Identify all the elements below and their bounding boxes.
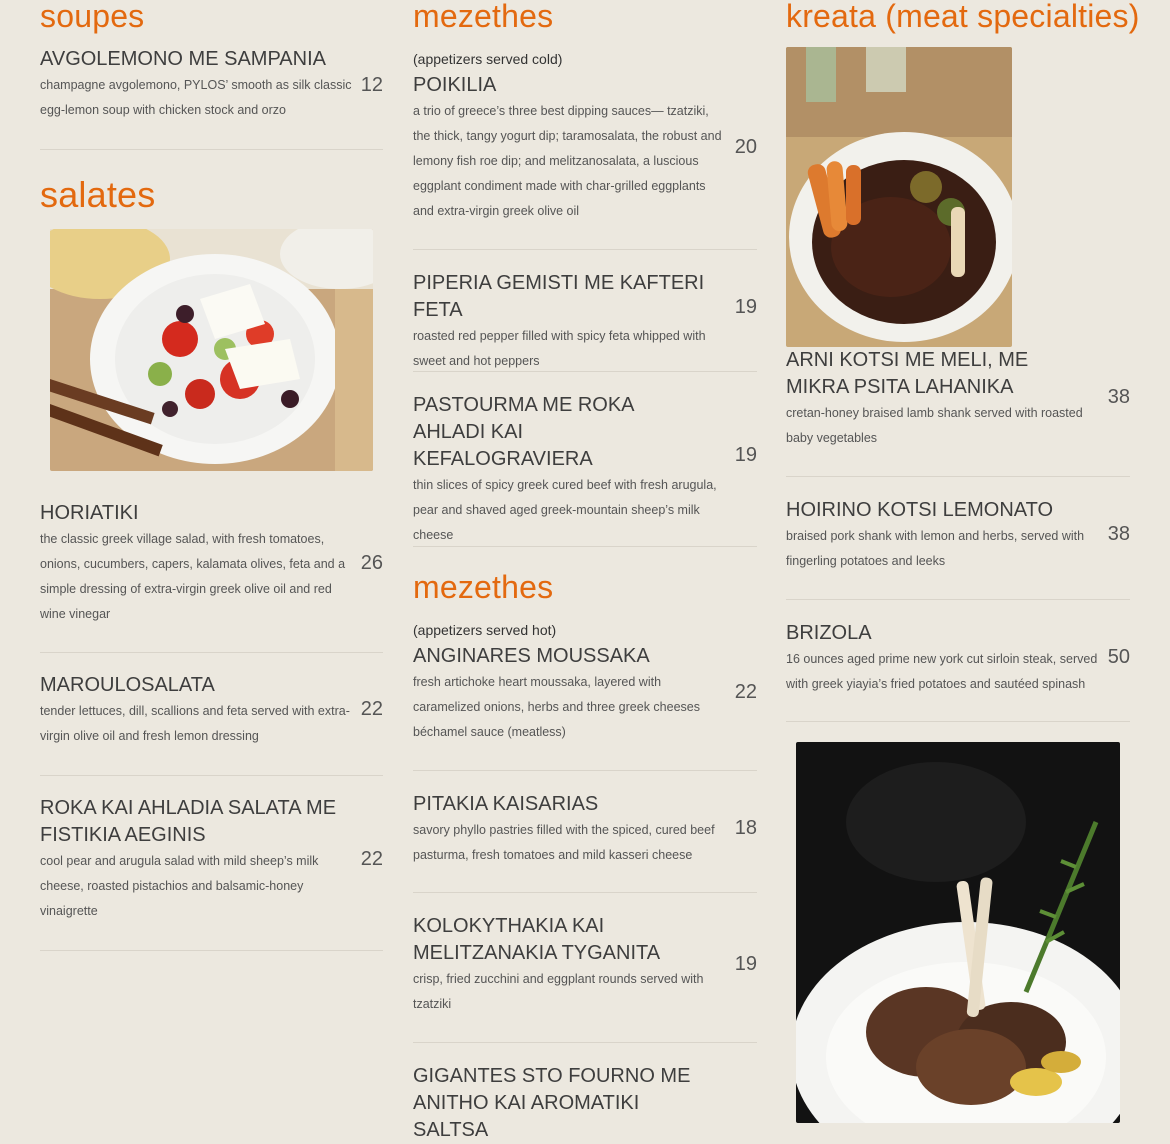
- item-price: 19: [734, 953, 757, 975]
- item-name: HOIRINO KOTSI LEMONATO: [786, 499, 1054, 521]
- menu-item: [413, 1063, 757, 1143]
- item-price: 19: [734, 296, 757, 318]
- item-description: fresh artichoke heart moussaka, layered with caramelized onions, herbs and three greek cheeses béchamel sauce (meatless): [413, 675, 700, 739]
- item-price: 12: [360, 74, 383, 96]
- section-title-soupes: soupes: [40, 0, 145, 34]
- menu-item: [786, 497, 1130, 600]
- item-description: 16 ounces aged prime new york cut sirloin steak, served with greek yiayia’s fried potatoes and sautéed spinash: [786, 652, 1098, 691]
- item-price: 22: [734, 681, 757, 703]
- menu-item: [413, 72, 757, 250]
- item-name: GIGANTES STO FOURNO ME ANITHO KAI AROMATIKI SALTSA: [413, 1065, 691, 1141]
- section-title-mezethes-hot: mezethes: [413, 569, 554, 605]
- section-title-kreata: kreata (meat specialties): [786, 0, 1140, 34]
- item-description: crisp, fried zucchini and eggplant rounds served with tzatziki: [413, 972, 704, 1011]
- item-description: champagne avgolemono, PYLOS’ smooth as silk classic egg-lemon soup with chicken stock and orzo: [40, 78, 352, 117]
- item-name: ANGINARES MOUSSAKA: [413, 645, 650, 667]
- section-note: (appetizers served cold): [413, 51, 563, 67]
- lamb-chops-photo: [796, 742, 1120, 1123]
- item-name: AVGOLEMONO ME SAMPANIA: [40, 48, 326, 70]
- item-name: ROKA KAI AHLADIA SALATA ME FISTIKIA AEGINIS: [40, 797, 337, 846]
- item-description: roasted red pepper filled with spicy feta whipped with sweet and hot peppers: [413, 329, 706, 368]
- lamb-shank-photo: [786, 47, 1012, 347]
- item-name: KOLOKYTHAKIA KAI MELITZANAKIA TYGANITA: [413, 915, 661, 964]
- item-name: PIPERIA GEMISTI ME KAFTERI FETA: [413, 272, 705, 321]
- greek-salad-photo: [50, 229, 373, 471]
- menu-item: [40, 672, 383, 776]
- item-name: MAROULOSALATA: [40, 674, 215, 696]
- menu-item: [413, 791, 757, 893]
- menu-item: [786, 620, 1130, 722]
- item-name: BRIZOLA: [786, 622, 872, 644]
- item-name: ARNI KOTSI ME MELI, ME MIKRA PSITA LAHANIKA: [786, 349, 1029, 398]
- menu-item: [413, 913, 757, 1043]
- menu-item: [40, 795, 383, 951]
- item-price: 50: [1107, 646, 1130, 668]
- item-price: 38: [1107, 523, 1130, 545]
- item-price: 38: [1107, 386, 1130, 408]
- menu-item: [413, 270, 757, 372]
- item-price: 22: [360, 848, 383, 870]
- menu-item: [413, 392, 757, 547]
- item-price: 20: [734, 136, 757, 158]
- item-description: cool pear and arugula salad with mild sheep’s milk cheese, roasted pistachios and balsamic-honey vinaigrette: [40, 854, 319, 918]
- item-description: tender lettuces, dill, scallions and feta served with extra-virgin olive oil and fresh lemon dressing: [40, 704, 350, 743]
- item-description: savory phyllo pastries filled with the spiced, cured beef pasturma, fresh tomatoes and mild kasseri cheese: [413, 823, 715, 862]
- item-price: 22: [360, 698, 383, 720]
- menu-item: [40, 500, 383, 653]
- item-price: 19: [734, 444, 757, 466]
- item-name: PASTOURMA ME ROKA AHLADI KAI KEFALOGRAVIERA: [413, 394, 634, 470]
- item-price: 18: [734, 817, 757, 839]
- section-title-mezethes-cold: mezethes: [413, 0, 554, 34]
- item-name: PITAKIA KAISARIAS: [413, 793, 599, 815]
- menu-item: [40, 46, 383, 150]
- item-description: cretan-honey braised lamb shank served with roasted baby vegetables: [786, 406, 1083, 445]
- item-name: HORIATIKI: [40, 502, 139, 524]
- item-description: a trio of greece’s three best dipping sauces— tzatziki, the thick, tangy yogurt dip; taramosalata, the robust and lemony fish roe dip; and melitzanosalata, a luscious eggplant condiment made with char-grilled eggplants and extra-virgin greek olive oil: [413, 104, 722, 218]
- section-note: (appetizers served hot): [413, 622, 557, 638]
- section-title-salates: salates: [40, 174, 156, 215]
- menu-item: [413, 643, 757, 771]
- item-price: 26: [360, 552, 383, 574]
- item-description: thin slices of spicy greek cured beef with fresh arugula, pear and shaved aged greek-mountain sheep’s milk cheese: [413, 478, 717, 542]
- item-name: POIKILIA: [413, 74, 497, 96]
- menu-item: [786, 347, 1130, 477]
- item-description: braised pork shank with lemon and herbs, served with fingerling potatoes and leeks: [786, 529, 1085, 568]
- item-description: the classic greek village salad, with fresh tomatoes, onions, cucumbers, capers, kalamata olives, feta and a simple dressing of extra-virgin greek olive oil and red wine vinegar: [40, 532, 346, 621]
